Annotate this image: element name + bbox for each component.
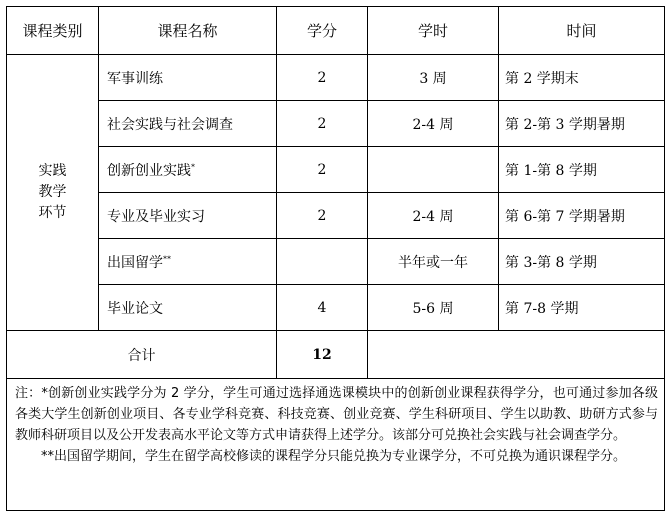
category-line: 环节 [38, 205, 67, 221]
total-row [7, 331, 665, 379]
table-row [7, 285, 665, 331]
course-name: 创新创业实践* [99, 147, 277, 193]
notes-cell [7, 379, 665, 511]
course-table [6, 6, 665, 511]
course-time: 第 3-第 8 学期 [499, 239, 665, 285]
course-credit: 2 [277, 55, 368, 101]
header-hours: 学时 [368, 7, 499, 55]
category-line: 教学 [38, 184, 67, 200]
course-name: 军事训练 [99, 55, 277, 101]
course-time: 第 1-第 8 学期 [499, 147, 665, 193]
course-credit: 2 [277, 101, 368, 147]
total-empty-cell [368, 331, 665, 379]
footnote-mark: ** [163, 253, 171, 263]
course-credit: 2 [277, 147, 368, 193]
footnote-mark: * [191, 161, 195, 171]
table-header-row [7, 7, 665, 55]
course-credit [277, 239, 368, 285]
header-credits: 学分 [277, 7, 368, 55]
course-credit: 4 [277, 285, 368, 331]
course-hours: 3 周 [368, 55, 499, 101]
course-name: 社会实践与社会调查 [99, 101, 277, 147]
table-row [7, 193, 665, 239]
course-credit: 2 [277, 193, 368, 239]
category-line: 实践 [38, 163, 67, 179]
course-hours: 5-6 周 [368, 285, 499, 331]
course-name: 出国留学** [99, 239, 277, 285]
course-name: 专业及毕业实习 [99, 193, 277, 239]
header-time: 时间 [499, 7, 665, 55]
table-row [7, 101, 665, 147]
note-study-abroad: **出国留学期间，学生在留学高校修读的课程学分只能兑换为专业课学分，不可兑换为通识课程学分。 [41, 449, 627, 464]
note-innovation: 注：*创新创业实践学分为 2 学分，学生可通过选择通选课模块中的创新创业课程获得学分，也可通过参加各级各类大学生创新创业项目、各专业学科竞赛、科技竞赛、创业竞赛、学生科研项目、学生以助教、助研方式参与教师科研项目以及公开发表高水平论文等方式申请获得上述学分。该部分可兑换社会实践与社会调查学分。 [15, 386, 658, 443]
header-category: 课程类别 [7, 7, 99, 55]
table-row [7, 239, 665, 285]
course-hours: 2-4 周 [368, 193, 499, 239]
category-cell [7, 55, 99, 331]
course-hours: 半年或一年 [368, 239, 499, 285]
total-value: 12 [277, 331, 368, 379]
course-hours [368, 147, 499, 193]
course-time: 第 2 学期末 [499, 55, 665, 101]
total-label: 合计 [7, 331, 277, 379]
course-hours: 2-4 周 [368, 101, 499, 147]
course-name: 毕业论文 [99, 285, 277, 331]
course-time: 第 6-第 7 学期暑期 [499, 193, 665, 239]
header-course-name: 课程名称 [99, 7, 277, 55]
course-time: 第 7-8 学期 [499, 285, 665, 331]
course-time: 第 2-第 3 学期暑期 [499, 101, 665, 147]
notes-row [7, 379, 665, 511]
table-row [7, 55, 665, 101]
table-row [7, 147, 665, 193]
